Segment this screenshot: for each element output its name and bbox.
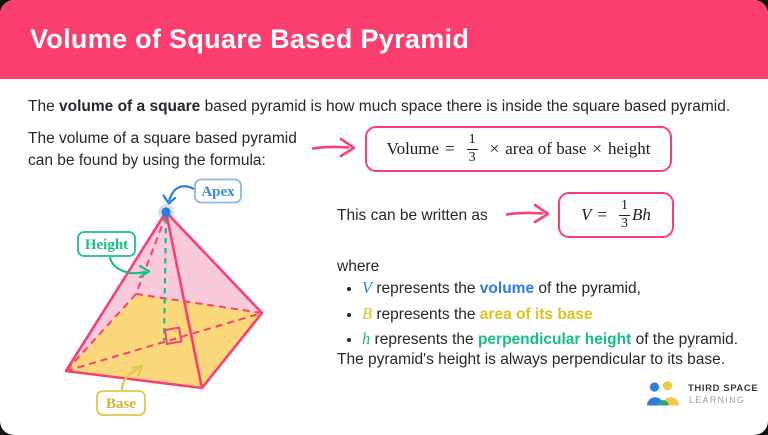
- formula-equals: =: [445, 139, 455, 158]
- written-as-label: This can be written as: [337, 207, 488, 224]
- intro-paragraph: [28, 96, 730, 118]
- height-label: Height: [84, 237, 129, 253]
- formula-box-symbols: [558, 192, 674, 238]
- intro-bold: volume of a square: [59, 98, 201, 115]
- logo-line1: THIRD SPACE: [688, 383, 759, 394]
- logo-text: [688, 383, 758, 405]
- base-label: Base: [106, 396, 136, 412]
- lead-line1: The volume of a square based pyramid: [28, 130, 297, 147]
- apex-dot: [161, 207, 170, 216]
- page-title: Volume of Square Based Pyramid: [30, 24, 470, 54]
- fraction-one-third-2: $\frac{1}{3}$: [621, 197, 629, 231]
- where-label: where: [337, 258, 380, 275]
- arrow-to-symbol-formula-icon: [504, 202, 554, 225]
- pyramid-diagram: [18, 170, 318, 428]
- intro-pre: The: [28, 98, 60, 115]
- intro-post: based pyramid is how much space there is inside the square based pyramid.: [200, 98, 731, 115]
- lead-paragraph: [28, 128, 297, 172]
- formula-box-words: [365, 126, 672, 172]
- list-item: • B represents the area of its base: [362, 304, 738, 324]
- third-space-learning-logo-icon: [646, 381, 680, 407]
- list-item: • h represents the perpendicular height of the pyramid.: [362, 329, 738, 349]
- lead-line2: can be found by using the formula:: [28, 152, 266, 169]
- formula-lhs: Volume: [386, 139, 440, 158]
- brand-logo: [646, 381, 758, 407]
- arrow-to-formula-icon: [310, 136, 360, 159]
- times-sign: ×: [489, 139, 500, 158]
- formula2-Bh: Bh: [632, 205, 651, 224]
- apex-label: Apex: [201, 184, 235, 200]
- header: [0, 0, 768, 79]
- times-sign-2: ×: [592, 139, 603, 158]
- formula-operand-height: height: [608, 139, 651, 158]
- fraction-one-third: $\frac{1}{3}$: [468, 131, 476, 165]
- list-item: • V represents the volume of the pyramid,: [362, 278, 738, 298]
- closing-paragraph: The pyramid's height is always perpendicular to its base.: [337, 351, 726, 368]
- logo-line2: LEARNING: [689, 395, 746, 405]
- formula-operand-base: area of base: [505, 139, 587, 158]
- where-list: [345, 278, 738, 355]
- formula2-equals: =: [597, 205, 608, 224]
- formula2-V: V: [581, 205, 592, 224]
